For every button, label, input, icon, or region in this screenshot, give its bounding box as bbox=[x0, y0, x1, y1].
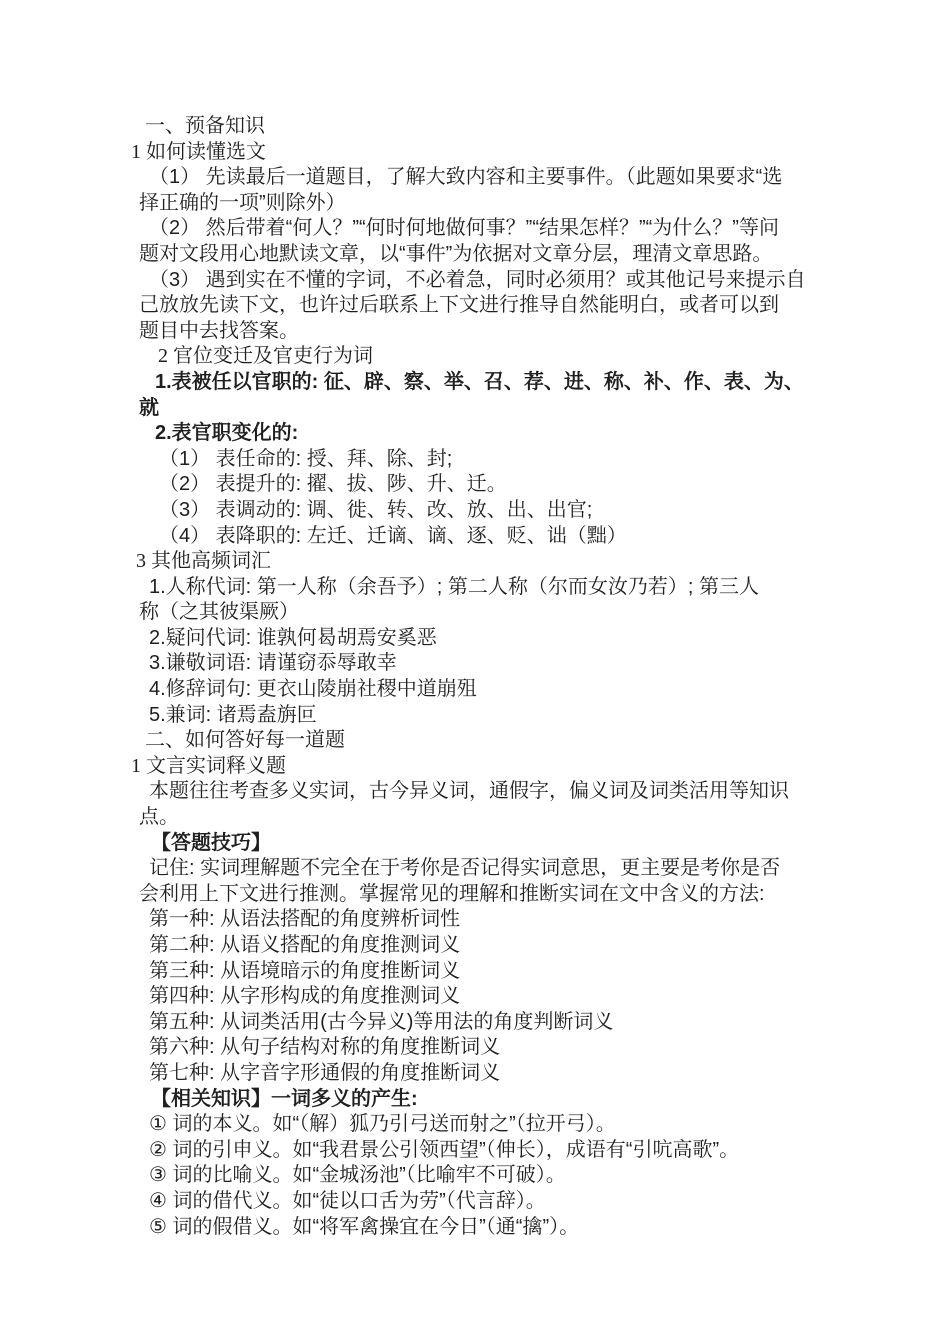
text-line: 本题往往考查多义实词，古今异义词，通假字，偏义词及词类活用等知识 bbox=[149, 780, 789, 803]
text-line: ② 词的引申义。如“我君景公引领西望”（伸长），成语有“引吭高歌”。 bbox=[149, 1138, 740, 1161]
text-line: （1） 先读最后一道题目，了解大致内容和主要事件。（此题如果要求“选 bbox=[149, 166, 783, 189]
text-line: 3.谦敬词语: 请谨窃忝辱敢幸 bbox=[149, 652, 397, 675]
text-line: 点。 bbox=[139, 806, 179, 829]
text-line: ① 词的本义。如“（解）狐乃引弓送而射之”（拉开弓）。 bbox=[149, 1113, 616, 1136]
text-line: 1 文言实词释义题 bbox=[131, 754, 286, 777]
text-line: 4.修辞词句: 更衣山陵崩社稷中道崩殂 bbox=[149, 678, 477, 701]
text-line: （1） 表任命的: 授、拜、除、封; bbox=[159, 447, 453, 470]
text-line: 第四种: 从字形构成的角度推测词义 bbox=[149, 985, 461, 1008]
text-line: ③ 词的比喻义。如“金城汤池”（比喻牢不可破）。 bbox=[149, 1164, 566, 1187]
text-line: 题对文段用心地默读文章，以“事件”为依据对文章分层，理清文章思路。 bbox=[139, 242, 773, 265]
text-line: （4） 表降职的: 左迁、迁谪、谪、逐、贬、诎（黜） bbox=[159, 524, 627, 547]
text-line: （2） 表提升的: 擢、拔、陟、升、迁。 bbox=[159, 473, 507, 496]
text-line: 就 bbox=[139, 396, 159, 419]
text-line: 第一种: 从语法搭配的角度辨析词性 bbox=[149, 908, 461, 931]
text-line: 一、预备知识 bbox=[145, 115, 265, 137]
text-line: 【相关知识】一词多义的产生: bbox=[151, 1087, 418, 1110]
text-line: 5.兼词: 诸焉盍旃叵 bbox=[149, 703, 317, 726]
text-line: （3） 表调动的: 调、徙、转、改、放、出、出官; bbox=[159, 498, 593, 521]
text-line: 二、如何答好每一道题 bbox=[145, 729, 345, 752]
text-line: 第二种: 从语义搭配的角度推测词义 bbox=[149, 934, 461, 956]
text-line: 2.疑问代词: 谁孰何曷胡焉安奚恶 bbox=[149, 626, 437, 649]
text-line: 择正确的一项”则除外） bbox=[139, 191, 346, 214]
text-line: 2 官位变迁及官吏行为词 bbox=[158, 345, 373, 368]
text-line: 记住: 实词理解题不完全在于考你是否记得实词意思，更主要是考你是否 bbox=[149, 857, 781, 880]
text-line: 第五种: 从词类活用(古今异义)等用法的角度判断词义 bbox=[149, 1010, 614, 1033]
text-line: 题目中去找答案。 bbox=[139, 319, 299, 342]
text-line: 1 如何读懂选文 bbox=[131, 140, 266, 163]
text-line: 会利用上下文进行推测。掌握常见的理解和推断实词在文中含义的方法: bbox=[139, 882, 765, 905]
text-line: 3 其他高频词汇 bbox=[136, 550, 271, 573]
text-line: 称（之其彼渠厥） bbox=[139, 601, 299, 624]
text-line: 己放放先读下文，也许过后联系上下文进行推导自然能明白，或者可以到 bbox=[139, 294, 779, 317]
text-line: 第三种: 从语境暗示的角度推断词义 bbox=[149, 959, 461, 982]
text-line: ④ 词的借代义。如“徒以口舌为劳”（代言辞）。 bbox=[149, 1189, 546, 1212]
document-lines bbox=[131, 114, 841, 1240]
text-line: 第六种: 从句子结构对称的角度推断词义 bbox=[149, 1036, 501, 1059]
text-line: （2） 然后带着“何人？”“何时何地做何事？”“结果怎样？”“为什么？”等问 bbox=[149, 217, 779, 240]
text-line: 2.表官职变化的: bbox=[155, 422, 299, 445]
text-line: 【答题技巧】 bbox=[151, 831, 271, 854]
text-line: ⑤ 词的假借义。如“将军禽操宜在今日”（通“擒”）。 bbox=[149, 1215, 580, 1238]
text-line: 第七种: 从字音字形通假的角度推断词义 bbox=[149, 1061, 501, 1084]
text-line: （3） 遇到实在不懂的字词，不必着急，同时必须用？或其他记号来提示自 bbox=[149, 268, 806, 291]
text-line: 1.人称代词: 第一人称（余吾予）; 第二人称（尔而女汝乃若）; 第三人 bbox=[149, 575, 760, 598]
text-line: 1.表被任以官职的: 征、辟、察、举、召、荐、进、称、补、作、表、为、 bbox=[155, 370, 804, 393]
